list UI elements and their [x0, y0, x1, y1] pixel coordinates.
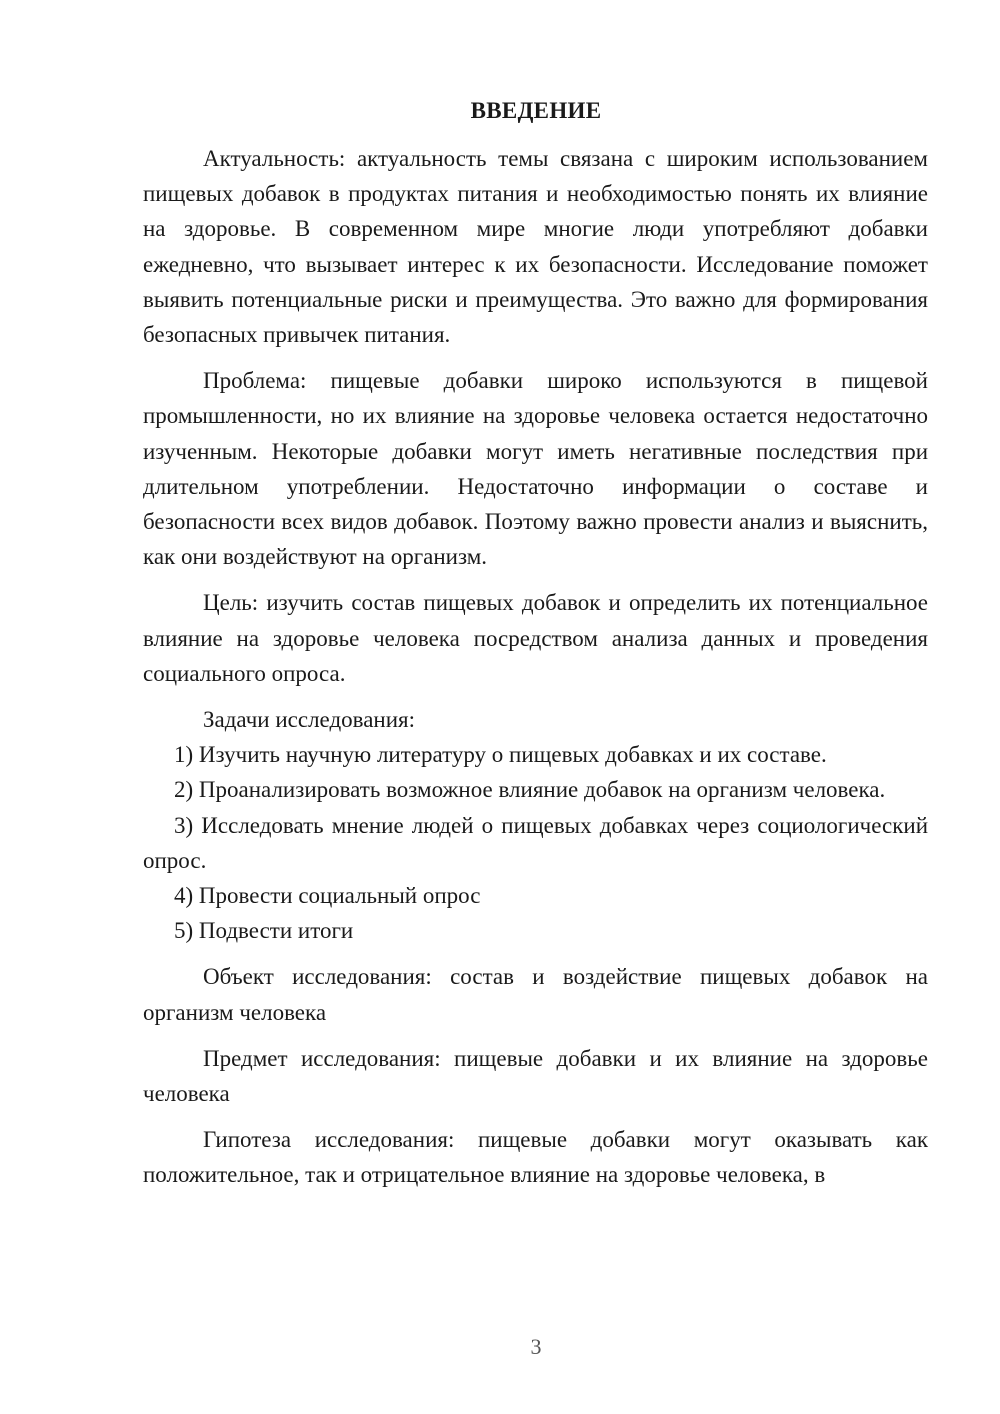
problem-paragraph: Проблема: пищевые добавки широко используются в пищевой промышленности, но их влияние на здоровье человека остается недостаточно изученным. Некоторые добавки могут иметь негативные последствия при длительном употреблении. Недостаточно информации о составе и безопасности всех видов добавок. Поэтому важно провести анализ и выяснить, как они воздействуют на организм. — [143, 368, 928, 570]
page-number: 3 — [530, 1334, 542, 1359]
subject-paragraph: Предмет исследования: пищевые добавки и их влияние на здоровье человека — [143, 1045, 928, 1107]
goal-paragraph: Цель: изучить состав пищевых добавок и определить их потенциальное влияние на здоровье человека посредством анализа данных и проведения социального опроса. — [143, 590, 928, 686]
list-item: 1) Изучить научную литературу о пищевых добавках и их составе. — [174, 742, 827, 768]
tasks-list — [143, 737, 928, 948]
document-body — [143, 141, 928, 1193]
hypothesis-paragraph: Гипотеза исследования: пищевые добавки могут оказывать как положительное, так и отрицательное влияние на здоровье человека, в — [143, 1127, 928, 1188]
list-item: 3) Исследовать мнение людей о пищевых добавках через социологический опрос. — [143, 812, 928, 873]
list-item: 4) Провести социальный опрос — [174, 883, 481, 909]
page-title: ВВЕДЕНИЕ — [470, 98, 602, 123]
list-item: 2) Проанализировать возможное влияние добавок на организм человека. — [174, 777, 886, 803]
object-paragraph: Объект исследования: состав и воздействие пищевых добавок на организм человека — [143, 964, 928, 1025]
list-item: 5) Подвести итоги — [174, 918, 354, 944]
tasks-heading: Задачи исследования: — [203, 707, 416, 733]
relevance-paragraph: Актуальность: актуальность темы связана с широким использованием пищевых добавок в продуктах питания и необходимостью понять их влияние на здоровье. В современном мире многие люди употребляют добавки ежедневно, что вызывает интерес к их безопасности. Исследование поможет выявить потенциальные риски и преимущества. Это важно для формирования безопасных привычек питания. — [143, 146, 928, 348]
